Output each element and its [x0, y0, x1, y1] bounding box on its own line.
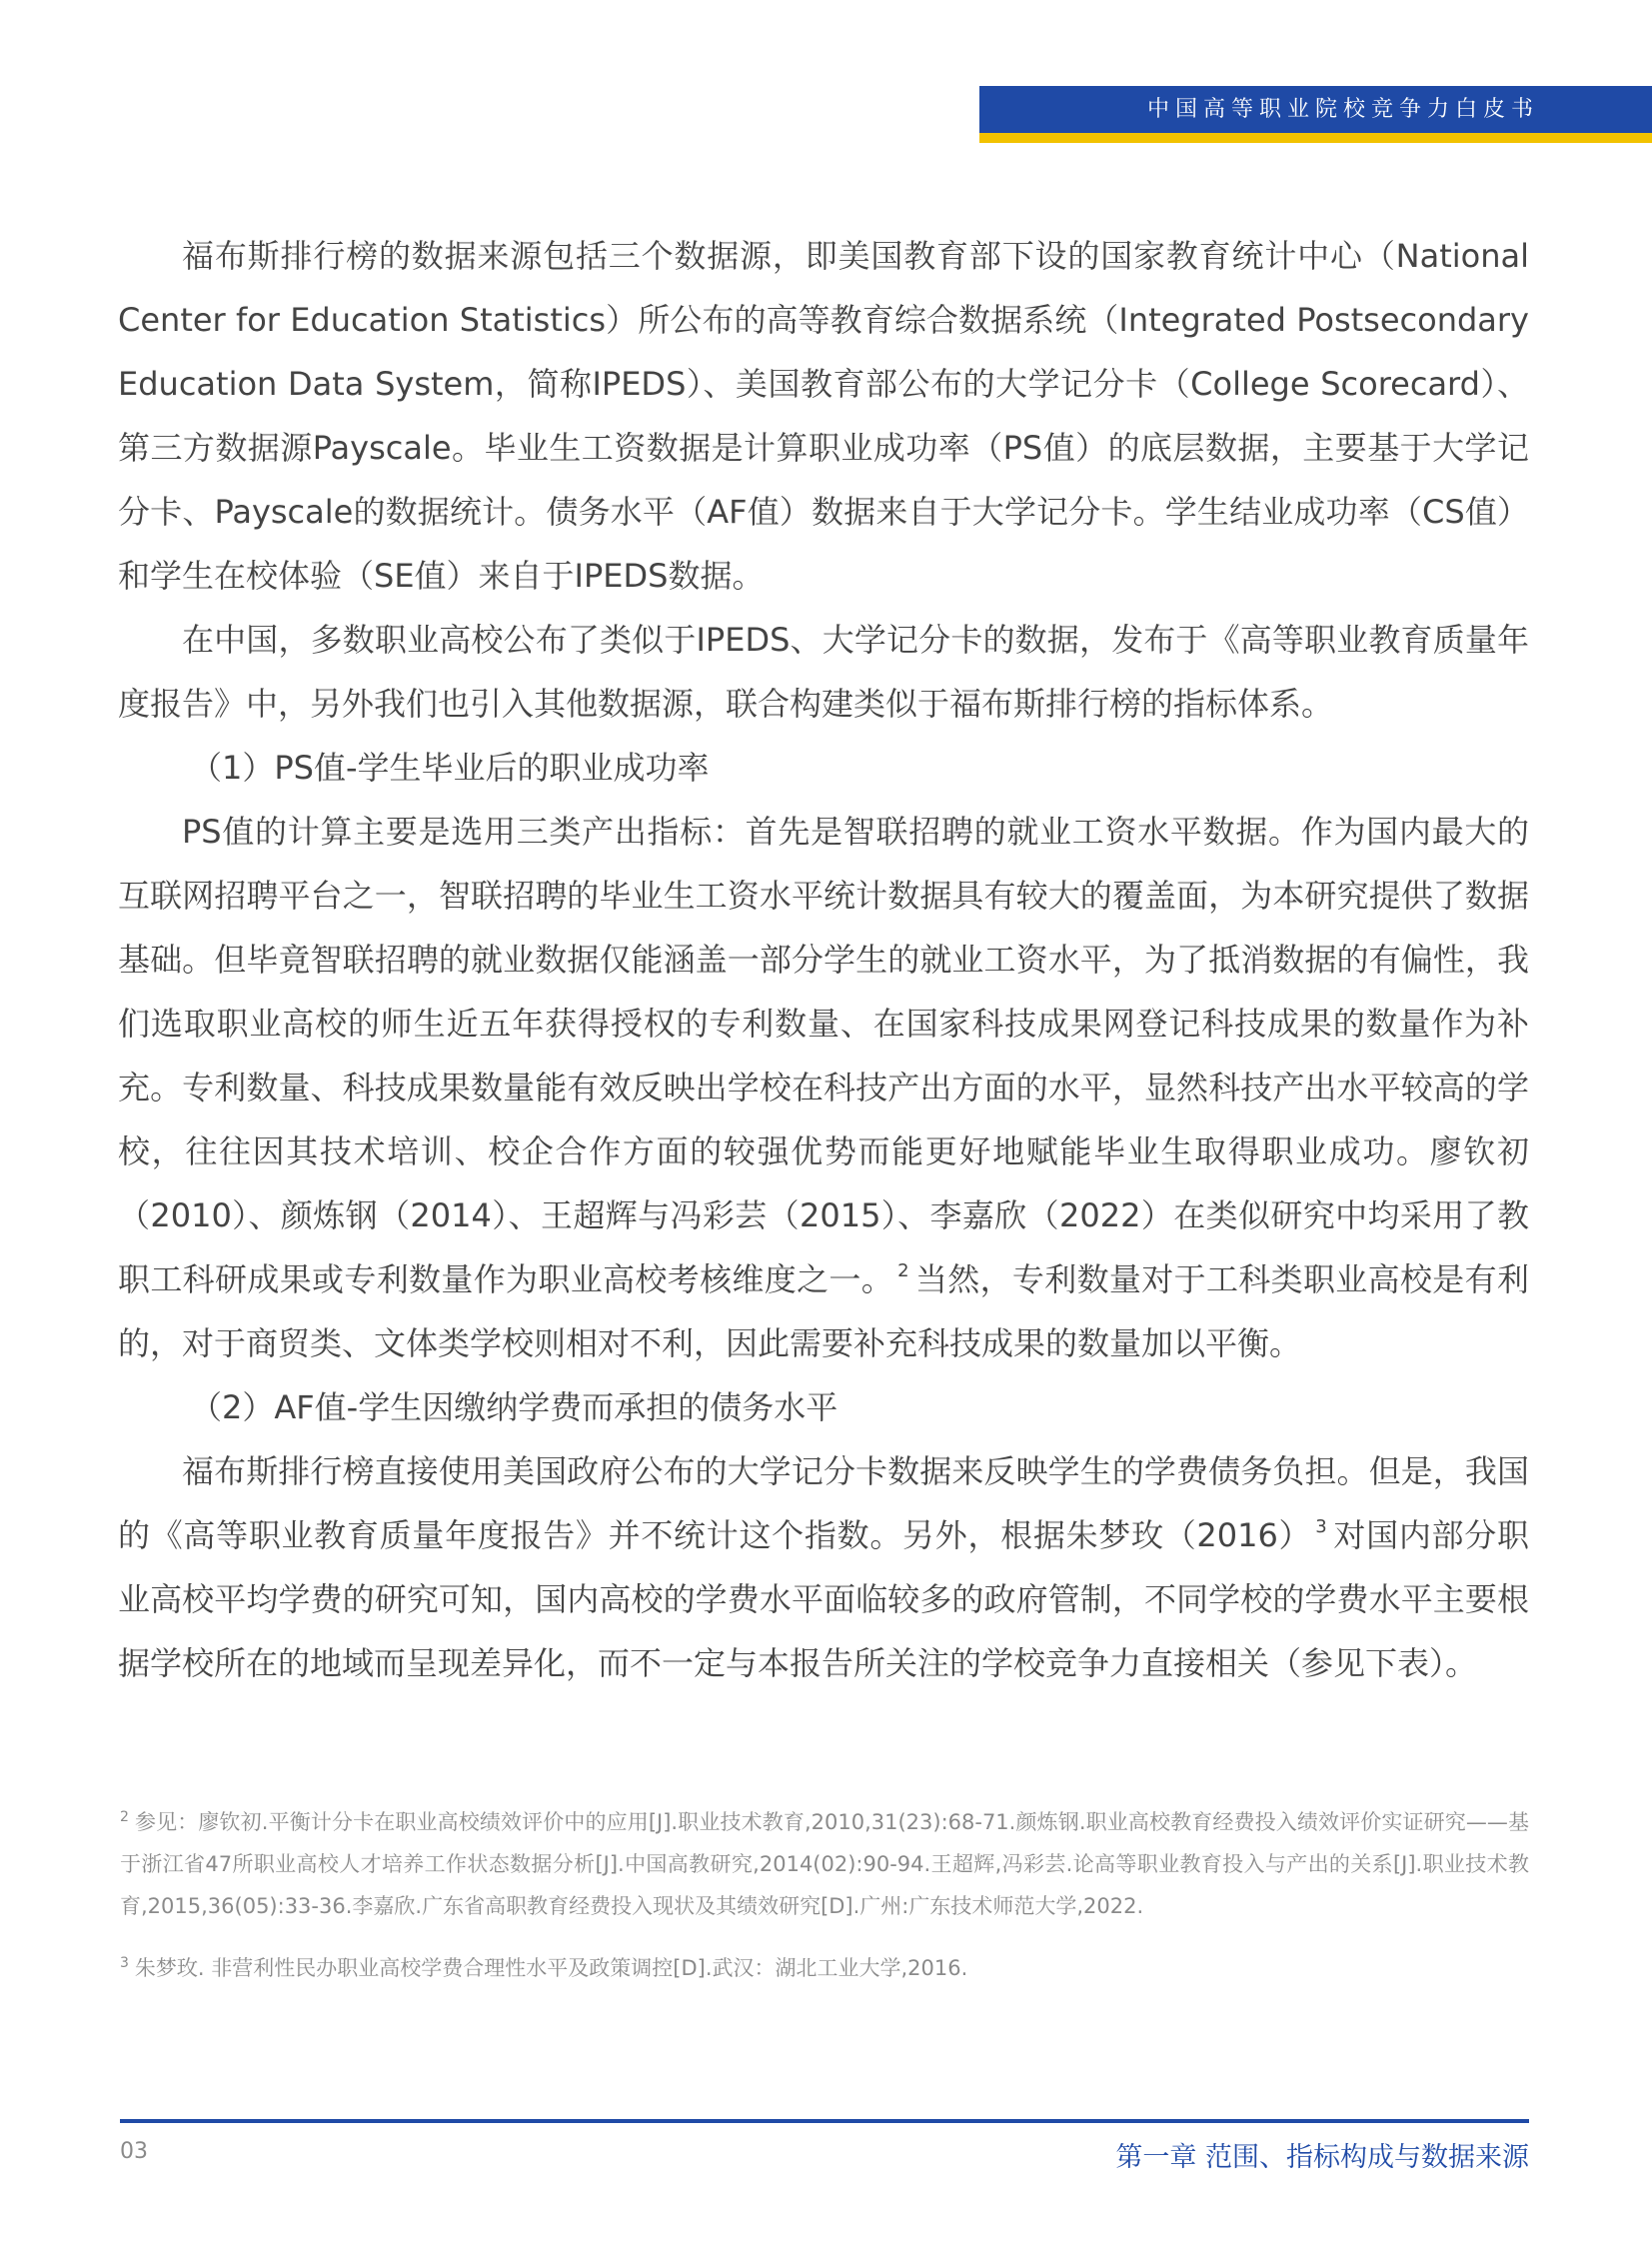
footnote-3 — [120, 1947, 1529, 1989]
footnote-2-text: 参见：廖钦初.平衡计分卡在职业高校绩效评价中的应用[J].职业技术教育,2010,31(23):68-71.颜炼钢.职业高校教育经费投入绩效评价实证研究——基于浙江省47所职业高校人才培养工作状态数据分析[J].中国高教研究,2014(02):90-94.王超辉,冯彩芸.论高等职业教育投入与产出的关系[J].职业技术教育,2015,36(05):33-36.李嘉欣.广东省高职教育经费投入现状及其绩效研究[D].广州:广东技术师范大学,2022. — [120, 1810, 1529, 1918]
main-content — [118, 224, 1529, 1695]
section-heading-af: （2）AF值-学生因缴纳学费而承担的债务水平 — [190, 1388, 838, 1426]
paragraph-china-data: 在中国，多数职业高校公布了类似于IPEDS、大学记分卡的数据，发布于《高等职业教育质量年度报告》中，另外我们也引入其他数据源，联合构建类似于福布斯排行榜的指标体系。 — [118, 621, 1529, 723]
paragraph-af-text-a: 福布斯排行榜直接使用美国政府公布的大学记分卡数据来反映学生的学费债务负担。但是，我国的《高等职业教育质量年度报告》并不统计这个指数。另外，根据朱梦玫（2016） — [118, 1452, 1529, 1554]
header-accent-stripe — [979, 133, 1652, 143]
footnote-3-text: 朱梦玫. 非营利性民办职业高校学费合理性水平及政策调控[D].武汉：湖北工业大学,2016. — [134, 1956, 968, 1980]
page-number: 03 — [120, 2139, 148, 2164]
footnotes — [120, 1801, 1529, 1989]
paragraph-ps-text-b: 当然，专利数量对于工科类职业高校是有利的，对于商贸类、文体类学校则相对不利，因此需要补充科技成果的数量加以平衡。 — [118, 1260, 1529, 1362]
paragraph-af-text-b: 对国内部分职业高校平均学费的研究可知，国内高校的学费水平面临较多的政府管制，不同学校的学费水平主要根据学校所在的地域而呈现差异化，而不一定与本报告所关注的学校竞争力直接相关（参见下表）。 — [118, 1516, 1529, 1682]
footnote-2 — [120, 1801, 1529, 1927]
paragraph-ps-value — [118, 800, 1529, 1375]
footnote-3-mark: 3 — [120, 1955, 129, 1971]
footer-divider — [120, 2119, 1529, 2123]
chapter-title: 第一章 范围、指标构成与数据来源 — [1115, 2142, 1529, 2173]
paragraph-ps-text-a: PS值的计算主要是选用三类产出指标：首先是智联招聘的就业工资水平数据。作为国内最大的互联网招聘平台之一，智联招聘的毕业生工资水平统计数据具有较大的覆盖面，为本研究提供了数据基础。但毕竟智联招聘的就业数据仅能涵盖一部分学生的就业工资水平，为了抵消数据的有偏性，我们选取职业高校的师生近五年获得授权的专利数量、在国家科技成果网登记科技成果的数量作为补充。专利数量、科技成果数量能有效反映出学校在科技产出方面的水平，显然科技产出水平较高的学校，往往因其技术培训、校企合作方面的较强优势而能更好地赋能毕业生取得职业成功。廖钦初（2010）、颜炼钢（2014）、王超辉与冯彩芸（2015）、李嘉欣（2022）在类似研究中均采用了教职工科研成果或专利数量作为职业高校考核维度之一。 — [118, 813, 1529, 1298]
section-heading-ps: （1）PS值-学生毕业后的职业成功率 — [190, 749, 710, 787]
footnote-ref-2[interactable]: 2 — [897, 1260, 909, 1281]
footnote-2-mark: 2 — [120, 1809, 129, 1825]
header-title: 中国高等职业院校竞争力白皮书 — [1146, 97, 1539, 122]
paragraph-data-sources: 福布斯排行榜的数据来源包括三个数据源，即美国教育部下设的国家教育统计中心（National Center for Education Statistics）所公布的高等教育综合数据系统（Integrated Postsecondary Education Data System，简称IPEDS）、美国教育部公布的大学记分卡（College Scorecard）、第三方数据源Payscale。毕业生工资数据是计算职业成功率（PS值）的底层数据，主要基于大学记分卡、Payscale的数据统计。债务水平（AF值）数据来自于大学记分卡。学生结业成功率（CS值）和学生在校体验（SE值）来自于IPEDS数据。 — [118, 237, 1529, 595]
paragraph-af-value — [118, 1439, 1529, 1695]
footnote-ref-3[interactable]: 3 — [1315, 1516, 1327, 1537]
